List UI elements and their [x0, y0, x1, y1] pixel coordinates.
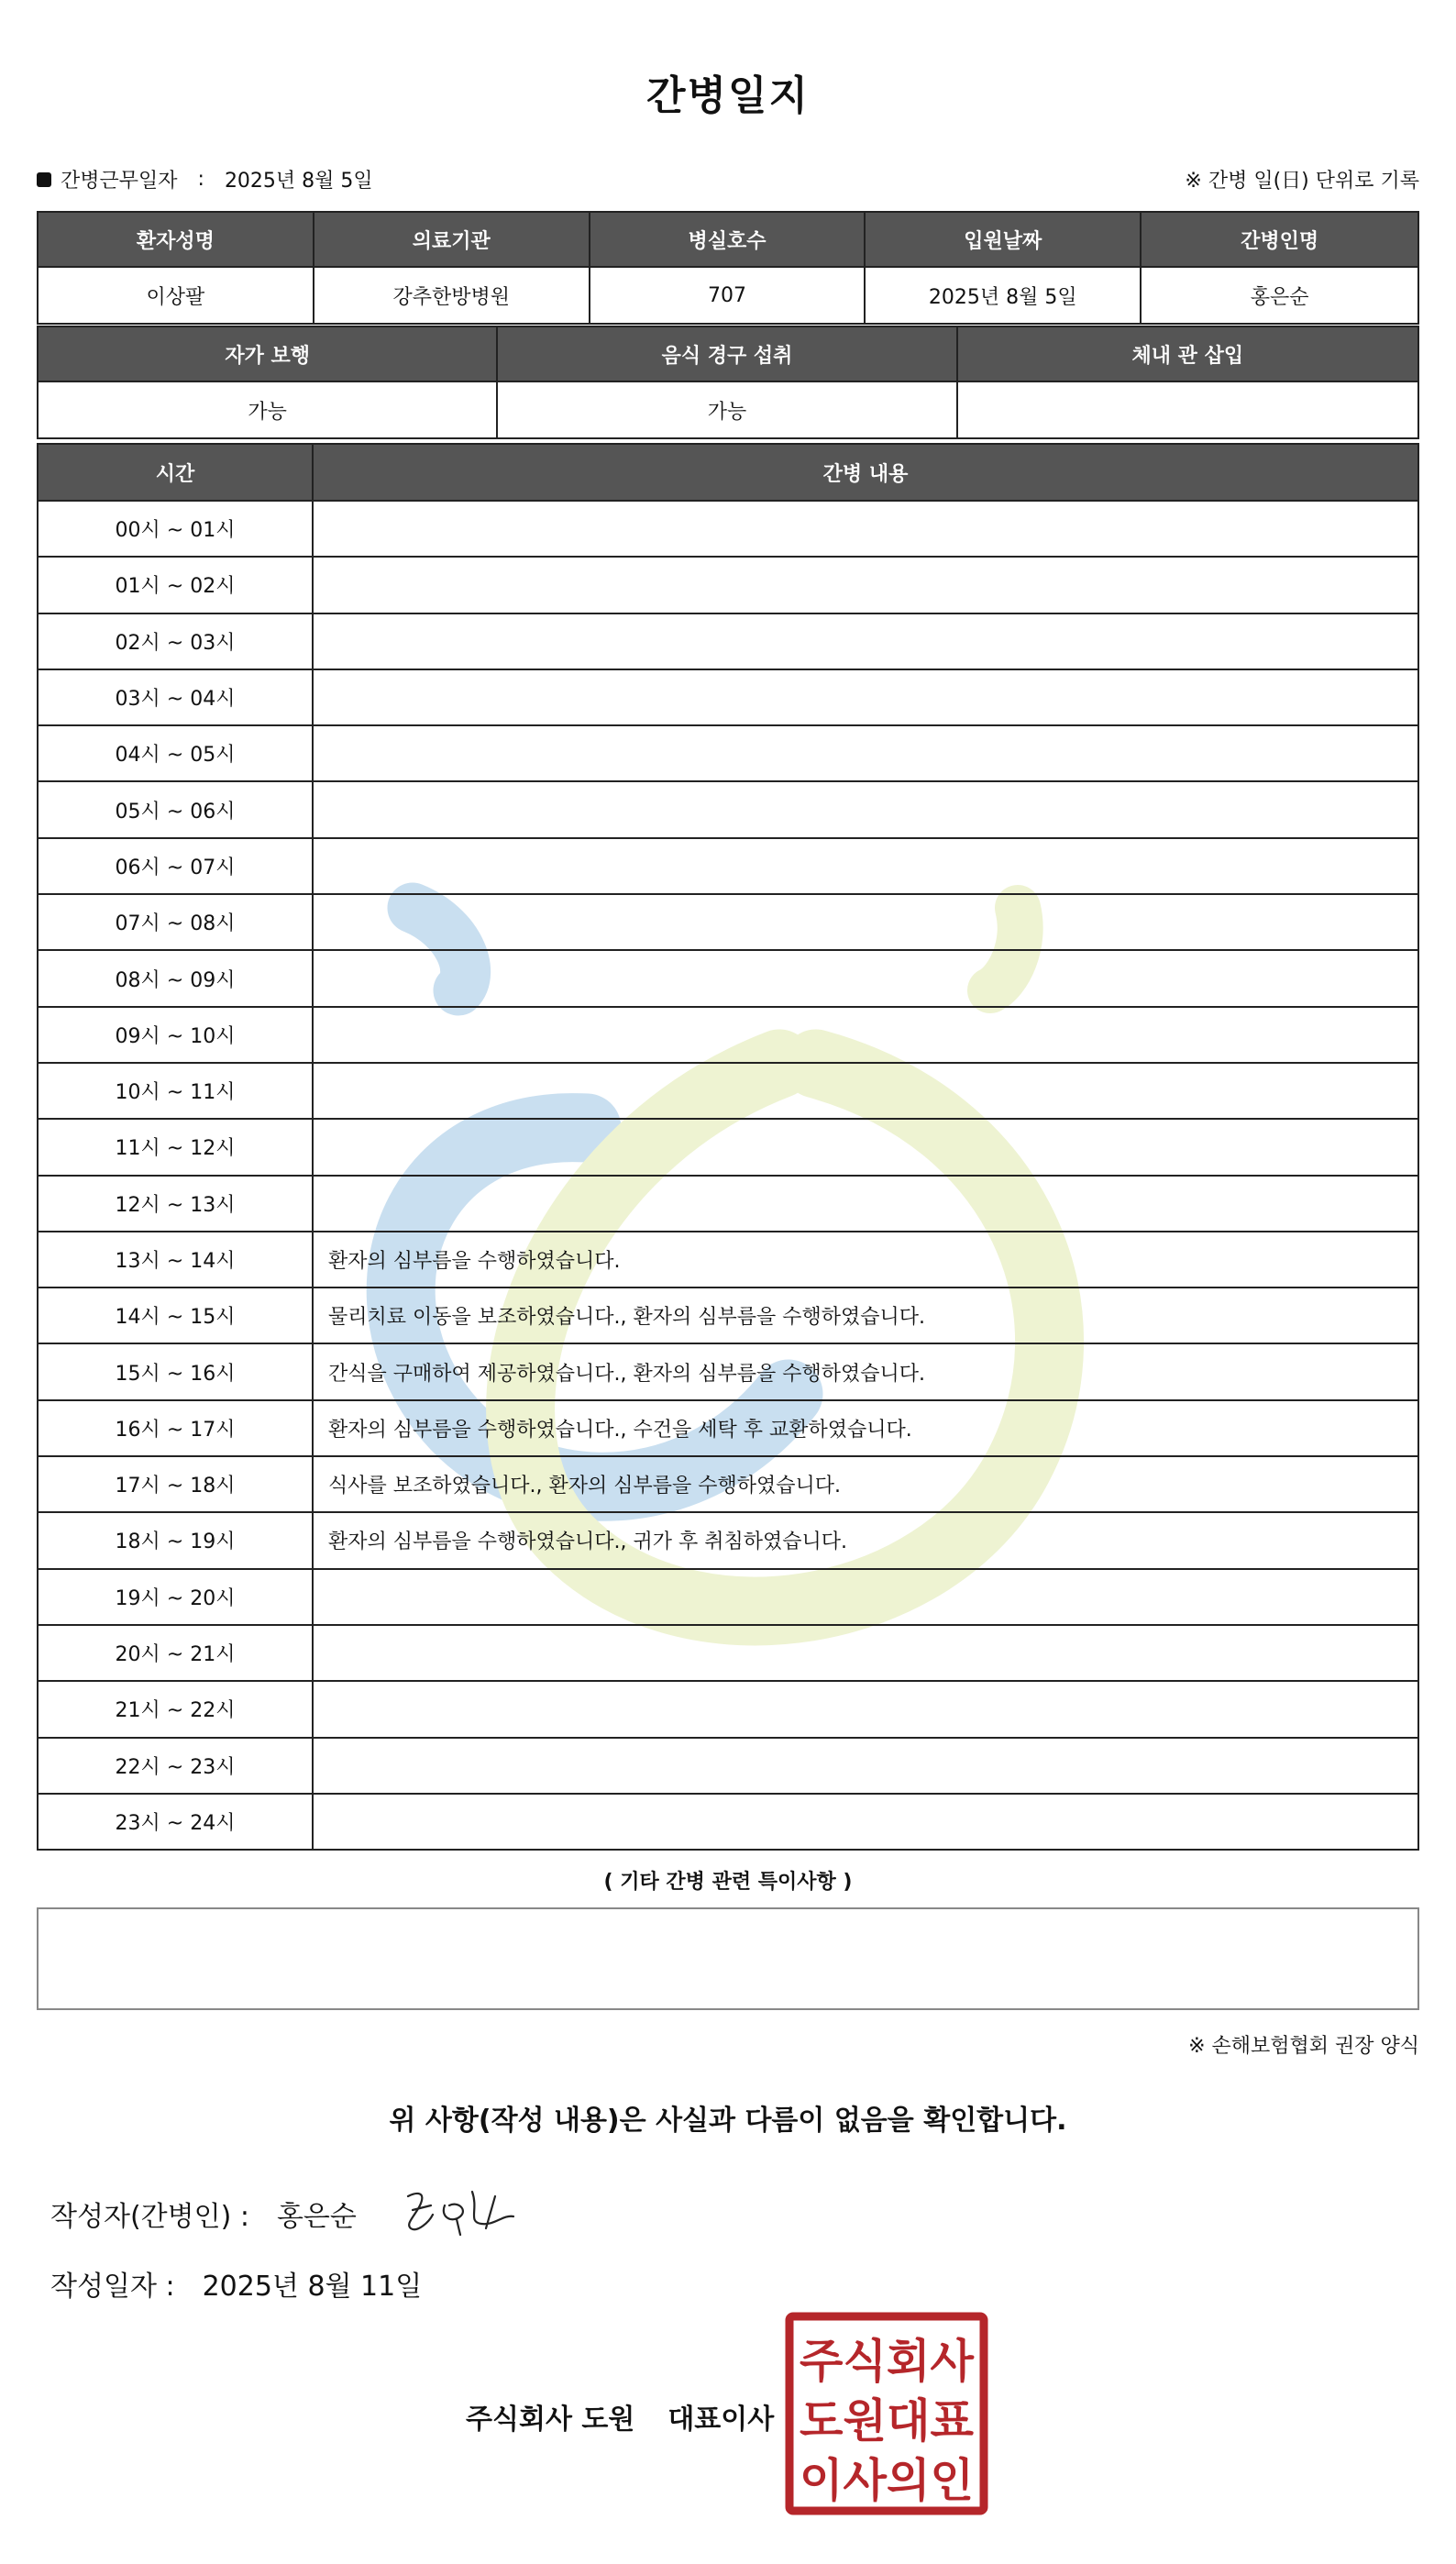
written-date-line: [50, 2263, 422, 2304]
care-log-time: 09시 ~ 10시: [39, 1008, 314, 1062]
care-log-row: [39, 1118, 1417, 1174]
writer-name: 홍은순: [276, 2201, 357, 2233]
seal-text-line: 주식회사: [800, 2335, 975, 2388]
care-log-row: [39, 1343, 1417, 1398]
care-log-content: [314, 502, 1417, 556]
header-admission-date: 입원날짜: [866, 213, 1142, 266]
care-log-content: [314, 1120, 1417, 1174]
care-log-row: [39, 500, 1417, 556]
care-log-time: 22시 ~ 23시: [39, 1739, 314, 1793]
header-care-content: 간병 내용: [822, 462, 909, 486]
care-log-content: 환자의 심부름을 수행하였습니다., 귀가 후 취침하였습니다.: [328, 1531, 847, 1554]
care-log-time: 18시 ~ 19시: [39, 1513, 314, 1567]
care-log-content: [314, 951, 1417, 1005]
care-log-row: [39, 1287, 1417, 1343]
care-log-row: [39, 669, 1417, 724]
care-log-content: [314, 670, 1417, 724]
confirmation-statement: 위 사항(작성 내용)은 사실과 다름이 없음을 확인합니다.: [389, 2105, 1067, 2137]
care-log-time: 04시 ~ 05시: [39, 726, 314, 780]
page-title: 간병일지: [645, 72, 810, 119]
representative-title: 대표이사: [667, 2404, 775, 2436]
care-log-content: [314, 726, 1417, 780]
writer-line: [50, 2194, 357, 2234]
care-log-row: [39, 1511, 1417, 1567]
care-log-content: 물리치료 이동을 보조하였습니다., 환자의 심부름을 수행하였습니다.: [328, 1306, 926, 1330]
care-log-content: 환자의 심부름을 수행하였습니다., 수건을 세탁 후 교환하였습니다.: [328, 1418, 912, 1442]
header-patient-name: 환자성명: [39, 213, 314, 266]
care-log-time: 12시 ~ 13시: [39, 1177, 314, 1231]
admission-date-value: 2025년 8월 5일: [866, 268, 1142, 323]
written-date-label: 작성일자 :: [50, 2271, 175, 2303]
care-log-content: [314, 1739, 1417, 1793]
header-oral-intake: 음식 경구 섭취: [498, 327, 957, 381]
care-log-time: 05시 ~ 06시: [39, 782, 314, 836]
care-log-time: 10시 ~ 11시: [39, 1064, 314, 1118]
patient-info-value-row: [39, 266, 1417, 323]
header-time: 시간: [39, 445, 314, 500]
care-log-time: 14시 ~ 15시: [39, 1288, 314, 1343]
care-log-time: 16시 ~ 17시: [39, 1401, 314, 1455]
care-log-content: 식사를 보조하였습니다., 환자의 심부름을 수행하였습니다.: [328, 1475, 842, 1498]
care-log-row: [39, 1455, 1417, 1511]
room-number-value: 707: [590, 268, 866, 323]
care-log-time: 07시 ~ 08시: [39, 895, 314, 949]
care-log-content: [314, 1795, 1417, 1849]
seal-text-line: 도원대표: [800, 2394, 975, 2448]
care-log-time: 17시 ~ 18시: [39, 1457, 314, 1511]
tube-insertion-value: [958, 382, 1417, 437]
header-room-number: 병실호수: [590, 213, 866, 266]
oral-intake-value: 가능: [498, 382, 957, 437]
patient-info-header-row: [39, 213, 1417, 266]
care-log-content: [314, 1570, 1417, 1624]
care-log-content: [314, 1177, 1417, 1231]
handwritten-signature: [394, 2178, 532, 2242]
care-log-time: 13시 ~ 14시: [39, 1232, 314, 1287]
header-tube-insertion: 체내 관 삽입: [1131, 344, 1244, 368]
work-date-line: [37, 165, 373, 193]
care-log-content: [314, 1626, 1417, 1680]
care-log-row: [39, 1793, 1417, 1849]
work-date-label: 간병근무일자: [61, 170, 178, 193]
condition-header-row: [39, 327, 1417, 381]
care-log-content: [314, 558, 1417, 612]
care-log-time: 21시 ~ 22시: [39, 1682, 314, 1736]
care-log-row: [39, 1175, 1417, 1231]
care-log-time: 20시 ~ 21시: [39, 1626, 314, 1680]
unit-note: ※ 간병 일(日) 단위로 기록: [1185, 170, 1419, 193]
care-log-content: [314, 1008, 1417, 1062]
care-log-content: [314, 895, 1417, 949]
care-log-time: 02시 ~ 03시: [39, 614, 314, 669]
care-log-row: [39, 613, 1417, 669]
care-log-time: 03시 ~ 04시: [39, 670, 314, 724]
header-caregiver-name: 간병인명: [1241, 229, 1319, 253]
hospital-value: 강추한방병원: [314, 268, 590, 323]
work-date-separator: :: [197, 168, 204, 191]
care-log-time: 15시 ~ 16시: [39, 1344, 314, 1398]
care-log-content: 간식을 구매하여 제공하였습니다., 환자의 심부름을 수행하였습니다.: [328, 1362, 926, 1386]
care-log-row: [39, 893, 1417, 949]
square-bullet-icon: [37, 172, 51, 187]
condition-value-row: [39, 381, 1417, 437]
care-log-table: [37, 443, 1419, 1851]
care-log-time: 23시 ~ 24시: [39, 1795, 314, 1849]
care-log-content: [314, 1682, 1417, 1736]
recommend-note: ※ 손해보험협회 권장 양식: [1188, 2035, 1419, 2058]
company-seal: [784, 2311, 989, 2516]
care-log-time: 01시 ~ 02시: [39, 558, 314, 612]
care-log-row: [39, 556, 1417, 612]
care-log-row: [39, 1624, 1417, 1680]
care-log-time: 06시 ~ 07시: [39, 839, 314, 893]
care-log-row: [39, 724, 1417, 780]
care-log-content: 환자의 심부름을 수행하였습니다.: [328, 1250, 621, 1273]
written-date-value: 2025년 8월 11일: [202, 2271, 423, 2303]
header-self-walking: 자가 보행: [39, 327, 498, 381]
remarks-box: [37, 1907, 1419, 2010]
header-hospital: 의료기관: [314, 213, 590, 266]
care-log-row: [39, 1006, 1417, 1062]
care-log-row: [39, 1737, 1417, 1793]
writer-label: 작성자(간병인) :: [50, 2201, 249, 2233]
care-log-content: [314, 782, 1417, 836]
care-log-row: [39, 1680, 1417, 1736]
care-log-row: [39, 1062, 1417, 1118]
care-log-row: [39, 780, 1417, 836]
care-log-row: [39, 1568, 1417, 1624]
self-walking-value: 가능: [39, 382, 498, 437]
care-log-row: [39, 1399, 1417, 1455]
patient-info-table: [37, 211, 1419, 325]
care-log-row: [39, 837, 1417, 893]
remarks-title: ( 기타 간병 관련 특이사항 ): [603, 1871, 853, 1894]
patient-name-value: 이상팔: [39, 268, 314, 323]
condition-table: [37, 326, 1419, 439]
care-log-time: 00시 ~ 01시: [39, 502, 314, 556]
company-line: [466, 2396, 774, 2437]
care-log-time: 19시 ~ 20시: [39, 1570, 314, 1624]
care-log-row: [39, 1231, 1417, 1287]
care-log-time: 11시 ~ 12시: [39, 1120, 314, 1174]
care-log-row: [39, 949, 1417, 1005]
meta-row: [37, 165, 1419, 198]
care-log-rows: [39, 500, 1417, 1849]
care-log-content: [314, 614, 1417, 669]
seal-text-line: 이사의인: [800, 2454, 974, 2507]
caregiver-name-value: 홍은순: [1250, 285, 1309, 309]
work-date-value: 2025년 8월 5일: [224, 170, 373, 193]
care-log-header-row: [39, 445, 1417, 500]
care-log-content: [314, 1064, 1417, 1118]
company-name: 주식회사 도원: [466, 2404, 635, 2436]
care-log-time: 08시 ~ 09시: [39, 951, 314, 1005]
care-log-content: [314, 839, 1417, 893]
